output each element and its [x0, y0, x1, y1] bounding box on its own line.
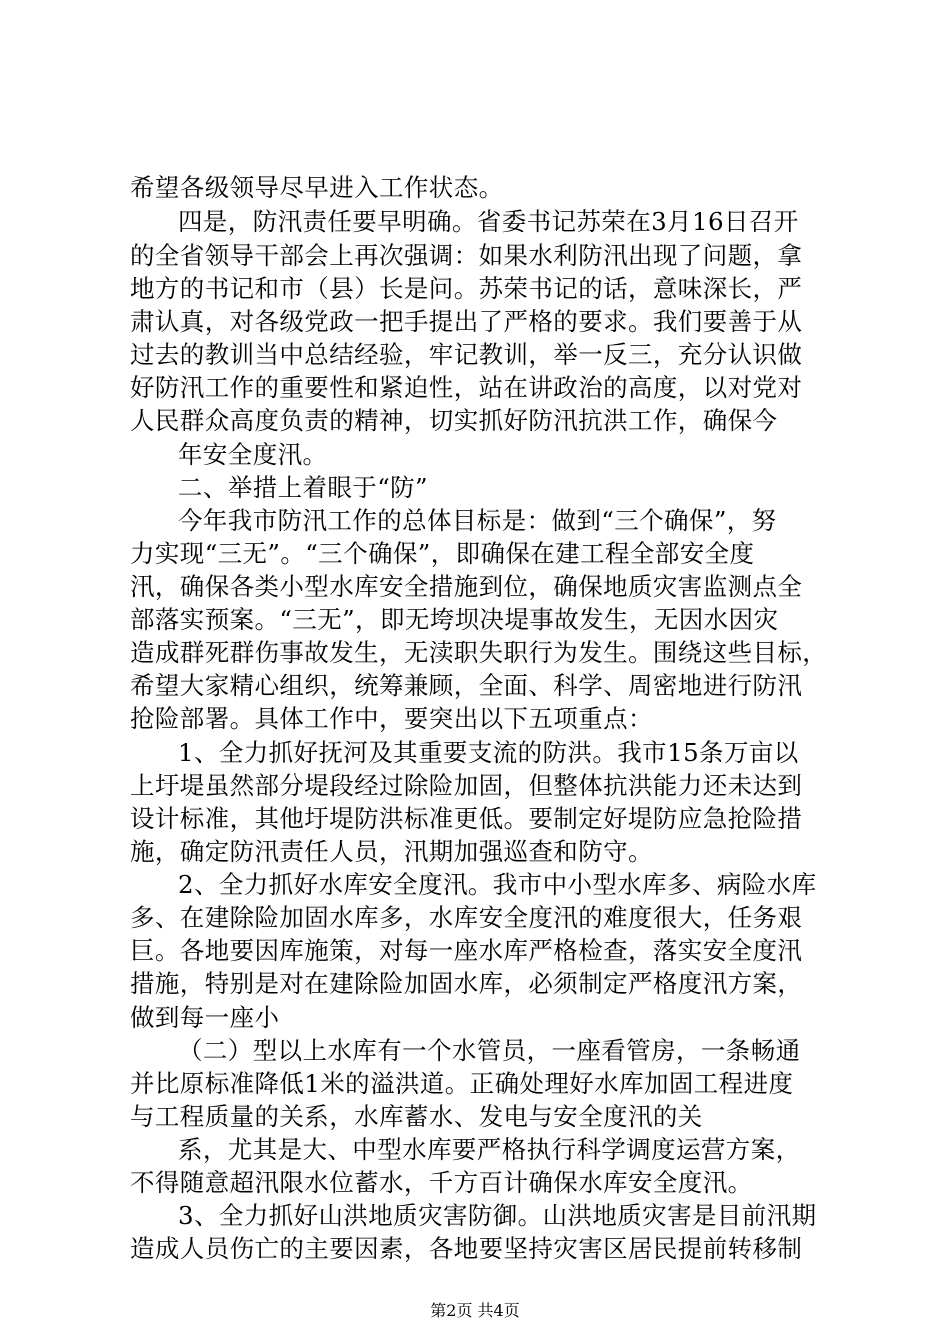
text-line: 多、在建除险加固水库多，水库安全度汛的难度很大，任务艰 — [130, 903, 803, 932]
text-line: 造成群死群伤事故发生，无渎职失职行为发生。围绕这些目标， — [130, 638, 828, 667]
text-line: 部落实预案。“三无”，即无垮坝决堤事故发生，无因水因灾 — [130, 605, 779, 634]
text-line: 汛，确保各类小型水库安全措施到位，确保地质灾害监测点全 — [130, 572, 803, 601]
text-line: 希望大家精心组织，统筹兼顾，全面、科学、周密地进行防汛 — [130, 671, 803, 700]
text-line: 年安全度汛。 — [178, 440, 328, 469]
text-line: 不得随意超汛限水位蓄水，千方百计确保水库安全度汛。 — [130, 1168, 753, 1197]
section-heading: 二、举措上着眼于“防” — [178, 473, 428, 502]
text-line: 设计标准，其他圩堤防洪标准更低。要制定好堤防应急抢险措 — [130, 804, 803, 833]
text-line: 希望各级领导尽早进入工作状态。 — [130, 173, 504, 202]
text-line: 系，尤其是大、中型水库要严格执行科学调度运营方案， — [178, 1135, 801, 1164]
text-line: 人民群众高度负责的精神，切实抓好防汛抗洪工作，确保今 — [130, 406, 778, 435]
text-line: 3、全力抓好山洪地质灾害防御。山洪地质灾害是目前汛期 — [178, 1201, 817, 1230]
text-line: 好防汛工作的重要性和紧迫性，站在讲政治的高度，以对党对 — [130, 373, 803, 402]
text-line: 并比原标准降低1米的溢洪道。正确处理好水库加固工程进度 — [130, 1069, 794, 1098]
text-line: 过去的教训当中总结经验，牢记教训，举一反三，充分认识做 — [130, 340, 803, 369]
text-line: 与工程质量的关系，水库蓄水、发电与安全度汛的关 — [130, 1102, 703, 1131]
text-line: 巨。各地要因库施策，对每一座水库严格检查，落实安全度汛 — [130, 936, 803, 965]
text-line: （二）型以上水库有一个水管员，一座看管房，一条畅通 — [178, 1036, 801, 1065]
text-line: 造成人员伤亡的主要因素，各地要坚持灾害区居民提前转移制 — [130, 1234, 803, 1263]
page-number-footer: 第2页 共4页 — [430, 1301, 520, 1320]
text-line: 措施，特别是对在建除险加固水库，必须制定严格度汛方案， — [130, 969, 803, 998]
text-line: 地方的书记和市（县）长是问。苏荣书记的话，意味深长，严 — [130, 274, 803, 303]
text-line: 力实现“三无”。“三个确保”，即确保在建工程全部安全度 — [130, 539, 755, 568]
text-line: 1、全力抓好抚河及其重要支流的防洪。我市15条万亩以 — [178, 738, 799, 767]
text-line: 肃认真，对各级党政一把手提出了严格的要求。我们要善于从 — [130, 307, 803, 336]
text-line: 今年我市防汛工作的总体目标是：做到“三个确保”，努 — [178, 506, 777, 535]
text-line: 的全省领导干部会上再次强调：如果水利防汛出现了问题，拿 — [130, 241, 803, 270]
text-line: 2、全力抓好水库安全度汛。我市中小型水库多、病险水库 — [178, 870, 817, 899]
text-line: 四是，防汛责任要早明确。省委书记苏荣在3月16日召开 — [178, 207, 799, 236]
text-line: 做到每一座小 — [130, 1003, 280, 1032]
text-line: 施，确定防汛责任人员，汛期加强巡查和防守。 — [130, 837, 653, 866]
text-line: 上圩堤虽然部分堤段经过除险加固，但整体抗洪能力还未达到 — [130, 771, 803, 800]
text-line: 抢险部署。具体工作中，要突出以下五项重点： — [130, 704, 653, 733]
